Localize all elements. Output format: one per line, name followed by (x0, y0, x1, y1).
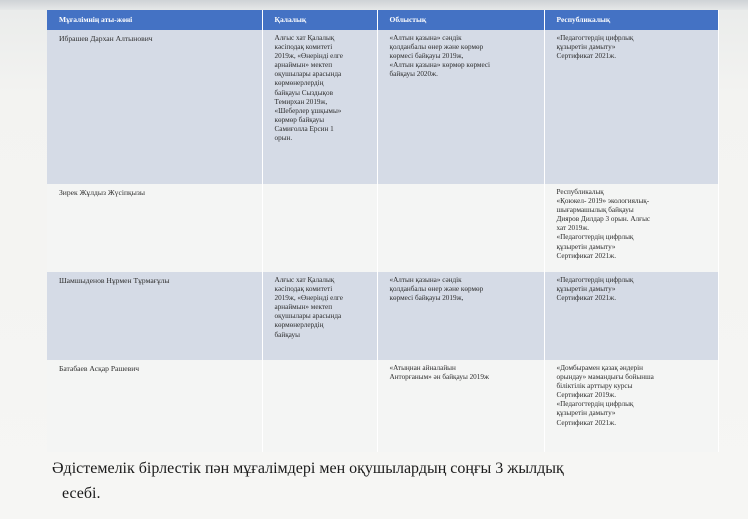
city-award-text: Алғыс хат Қалалық кәсіподақ комитеті 2019ж, «Өнерінді елге арнаймын» мектеп оқушылары арасында көрмөнерлердің байқауы (274, 276, 343, 339)
city-award-cell (262, 184, 377, 272)
teacher-name-cell (47, 30, 262, 184)
city-award-text: Алғыс хат Қалалық кәсіподақ комитеті 2019ж, «Өнерінді елге арнаймын» мектеп оқушылары арасында көрмөнерлердің байқауы Сыздықов Темирхан 2019ж, «Шеберлер ұшқымы» көрмөр байқауы Самиғолла Ерсин 1 орын. (274, 34, 343, 143)
table-row (47, 184, 718, 272)
region-award-cell (377, 30, 544, 184)
teacher-name: Батабаев Асқар Рашевич (59, 364, 140, 373)
republic-award-text: «Педагогтердің цифрлық құзыретін дамыту» Сертификат 2021ж. (556, 34, 634, 61)
table-row (47, 30, 718, 184)
table-row (47, 360, 718, 452)
caption-line-2: есебі. (62, 485, 101, 502)
republic-award-cell (544, 272, 718, 360)
teacher-name: Зирек Жұлдыз Жүсіпқызы (59, 188, 145, 197)
teacher-name-cell (47, 272, 262, 360)
teacher-name: Шамшыденов Нұрмен Тұрмағұлы (59, 276, 170, 285)
city-award-cell (262, 30, 377, 184)
table-row (47, 272, 718, 360)
region-award-text: «Атыңнан айналайын Анторғаным» ән байқауы 2019ж (389, 364, 489, 382)
header-teacher-name: Мұғалімнің аты-жөні (47, 10, 262, 30)
teacher-name-cell (47, 360, 262, 452)
region-award-text: «Алтын қазына» сәндік қолданбалы өнер және көрмөр көрмесі байқауы 2019ж, «Алтын қазына» көрмөр көрмесі байқауы 2020ж. (389, 34, 491, 79)
region-award-cell (377, 360, 544, 452)
page-top-edge (0, 0, 748, 10)
republic-award-text: Республикалық «Қоюкел- 2019» экологиялық- шығармашылық байқауы Дияров Дилдар 3 орын. Алғыс хат 2019ж. «Педагогтердің цифрлық құзыретін дамыту» Сертификат 2021ж. (556, 188, 651, 260)
teacher-name-cell (47, 184, 262, 272)
city-award-cell (262, 360, 377, 452)
republic-award-text: «Домбырамен қазақ әндерін орындау» мамандығы бойынша біліктілік арттыру курсы Сертификат 2019ж. «Педагогтердің цифрлық құзыретін дамыту» Сертификат 2021ж. (556, 364, 654, 427)
region-award-cell (377, 272, 544, 360)
republic-award-cell (544, 360, 718, 452)
caption-line-1: Әдістемелік бірлестік пән мұғалімдері мен оқушылардың соңғы 3 жылдық (52, 460, 564, 477)
republic-award-cell (544, 184, 718, 272)
region-award-text: «Алтын қазына» сәндік қолданбалы өнер және көрмөр көрмесі байқауы 2019ж, (389, 276, 484, 303)
header-republic-level: Республикалық (544, 10, 718, 30)
teacher-awards-table (47, 10, 719, 452)
region-award-cell (377, 184, 544, 272)
republic-award-text: «Педагогтердің цифрлық құзыретін дамыту» Сертификат 2021ж. (556, 276, 634, 303)
header-city-level: Қалалық (262, 10, 377, 30)
table-header (47, 10, 718, 30)
report-caption (52, 456, 732, 506)
city-award-cell (262, 272, 377, 360)
header-region-level: Облыстық (377, 10, 544, 30)
republic-award-cell (544, 30, 718, 184)
teacher-name: Ибрашев Дархан Алтынович (59, 34, 153, 43)
